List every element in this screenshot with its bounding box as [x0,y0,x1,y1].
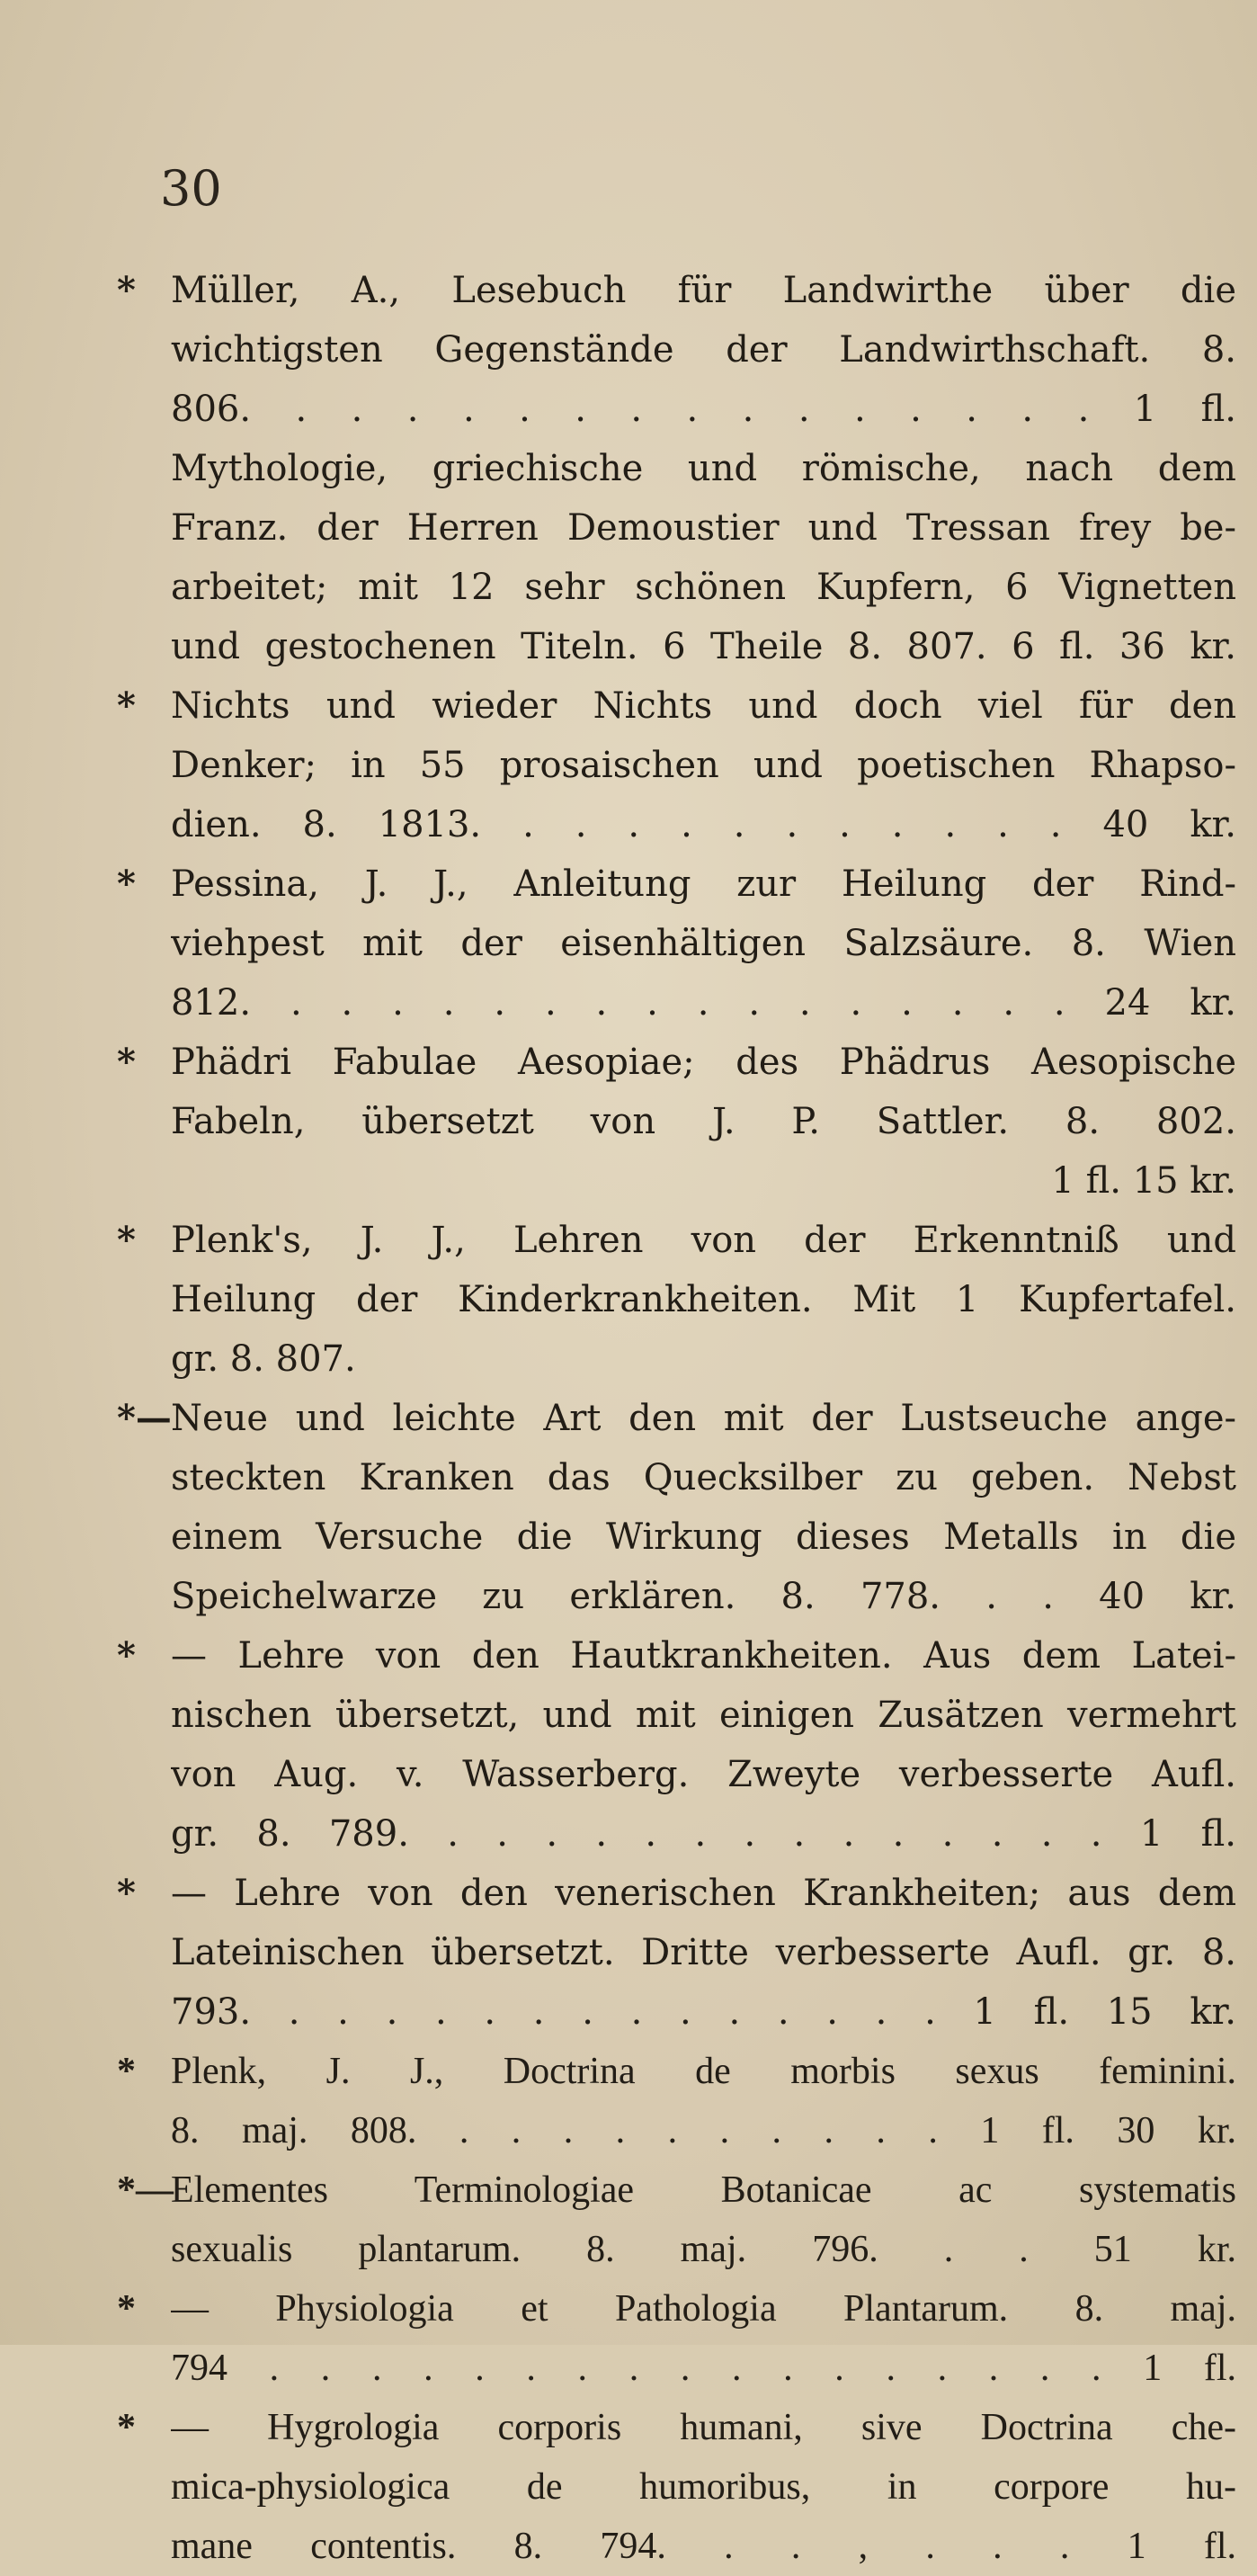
entry-line: 1 fl. 15 kr. [1051,1160,1236,1202]
catalogue-entry [117,854,1236,1033]
entry-line: Müller, A., Lesebuch für Landwirthe über die [171,270,1236,311]
entry-marker: * [117,1872,136,1914]
entry-marker: * [117,863,136,905]
entry-line: gr. 8. 807. [171,1338,356,1380]
entry-marker: * [117,2288,136,2330]
entry-line: Plenk, J. J., Doctrina de morbis sexus feminini. [171,2051,1236,2092]
entry-line: Speichelwarze zu erklären. 8. 778. . . 40 kr. [171,1576,1236,1617]
entry-line: 8. maj. 808. . . . . . . . . . . 1 fl. 30 kr. [171,2110,1236,2151]
entry-marker: * [117,1219,136,1261]
catalogue-entry [117,1389,1236,1626]
entry-line: 806. . . . . . . . . . . . . . . . 1 fl. [171,389,1236,430]
entry-line: — Hygrologia corporis humani, sive Doctrina che- [171,2407,1236,2448]
entry-line: Lateinischen übersetzt. Dritte verbesserte Aufl. gr. 8. [171,1932,1236,1973]
entry-line: mica-physiologica de humoribus, in corpore hu- [171,2466,1236,2508]
entry-line: — Lehre von den venerischen Krankheiten; aus dem [171,1873,1236,1914]
catalogue-entry [117,261,1236,439]
entry-marker: * [117,684,136,727]
entry-line: nischen übersetzt, und mit einigen Zusätzen vermehrt [171,1695,1236,1736]
entry-line: Mythologie, griechische und römische, nach dem [171,448,1236,489]
entry-line: dien. 8. 1813. . . . . . . . . . . . 40 kr. [171,804,1236,845]
entry-marker: *— [117,1397,172,1439]
entry-line: und gestochenen Titeln. 6 Theile 8. 807. 6 fl. 36 kr. [171,626,1236,667]
entry-line: Heilung der Kinderkrankheiten. Mit 1 Kupfertafel. [171,1279,1236,1320]
entry-marker: * [117,1041,136,1083]
entry-line: steckten Kranken das Quecksilber zu geben. Nebst [171,1457,1236,1498]
entry-line: Franz. der Herren Demoustier und Tressan frey be- [171,507,1236,549]
entry-marker: * [117,2407,136,2448]
entry-line: viehpest mit der eisenhältigen Salzsäure. 8. Wien [171,923,1236,964]
entry-line: Phädri Fabulae Aesopiae; des Phädrus Aesopische [171,1042,1236,1083]
entry-marker: * [117,1634,136,1677]
catalogue-entries [117,261,1236,2576]
entry-line: einem Versuche die Wirkung dieses Metalls in die [171,1516,1236,1558]
entry-marker: * [117,2051,136,2092]
entry-line: — Lehre von den Hautkrankheiten. Aus dem Latei- [171,1635,1236,1677]
entry-line: Nichts und wieder Nichts und doch viel für den [171,685,1236,727]
entry-line: gr. 8. 789. . . . . . . . . . . . . . . 1 fl. [171,1813,1236,1855]
entry-marker: * [117,269,136,311]
catalogue-entry [117,676,1236,854]
entry-line: von Aug. v. Wasserberg. Zweyte verbesserte Aufl. [171,1754,1236,1795]
entry-line: Denker; in 55 prosaischen und poetischen Rhapso- [171,745,1236,786]
catalogue-entry [117,439,1236,676]
entry-line: arbeitet; mit 12 sehr schönen Kupfern, 6 Vignetten [171,567,1236,608]
entry-line: mane contentis. 8. 794. . . , . . . 1 fl. [171,2526,1236,2567]
entry-line: 812. . . . . . . . . . . . . . . . . 24 kr. [171,982,1236,1024]
catalogue-entry [117,2279,1236,2398]
catalogue-entry [117,1033,1236,1211]
catalogue-entry [117,1211,1236,1389]
entry-line: sexualis plantarum. 8. maj. 796. . . 51 kr. [171,2229,1236,2270]
catalogue-entry [117,1864,1236,2042]
entry-line: Plenk's, J. J., Lehren von der Erkenntniß und [171,1220,1236,1261]
catalogue-entry [117,1626,1236,1864]
entry-line: — Physiologia et Pathologia Plantarum. 8. maj. [171,2288,1236,2330]
entry-line: 793. . . . . . . . . . . . . . . 1 fl. 15 kr. [171,1991,1236,2033]
page-number: 30 [160,160,222,217]
catalogue-entry [117,2160,1236,2279]
entry-line: Fabeln, übersetzt von J. P. Sattler. 8. 802. [171,1101,1236,1142]
entry-line: wichtigsten Gegenstände der Landwirthschaft. 8. [171,329,1236,371]
entry-marker: *— [117,2169,174,2211]
entry-line: Elementes Terminologiae Botanicae ac systematis [171,2169,1236,2211]
entry-line: 794 . . . . . . . . . . . . . . . . . 1 fl. [171,2348,1236,2389]
entry-line: Pessina, J. J., Anleitung zur Heilung der Rind- [171,863,1236,905]
catalogue-entry [117,2042,1236,2160]
entry-line: Neue und leichte Art den mit der Lustseuche ange- [171,1398,1236,1439]
catalogue-entry [117,2398,1236,2576]
